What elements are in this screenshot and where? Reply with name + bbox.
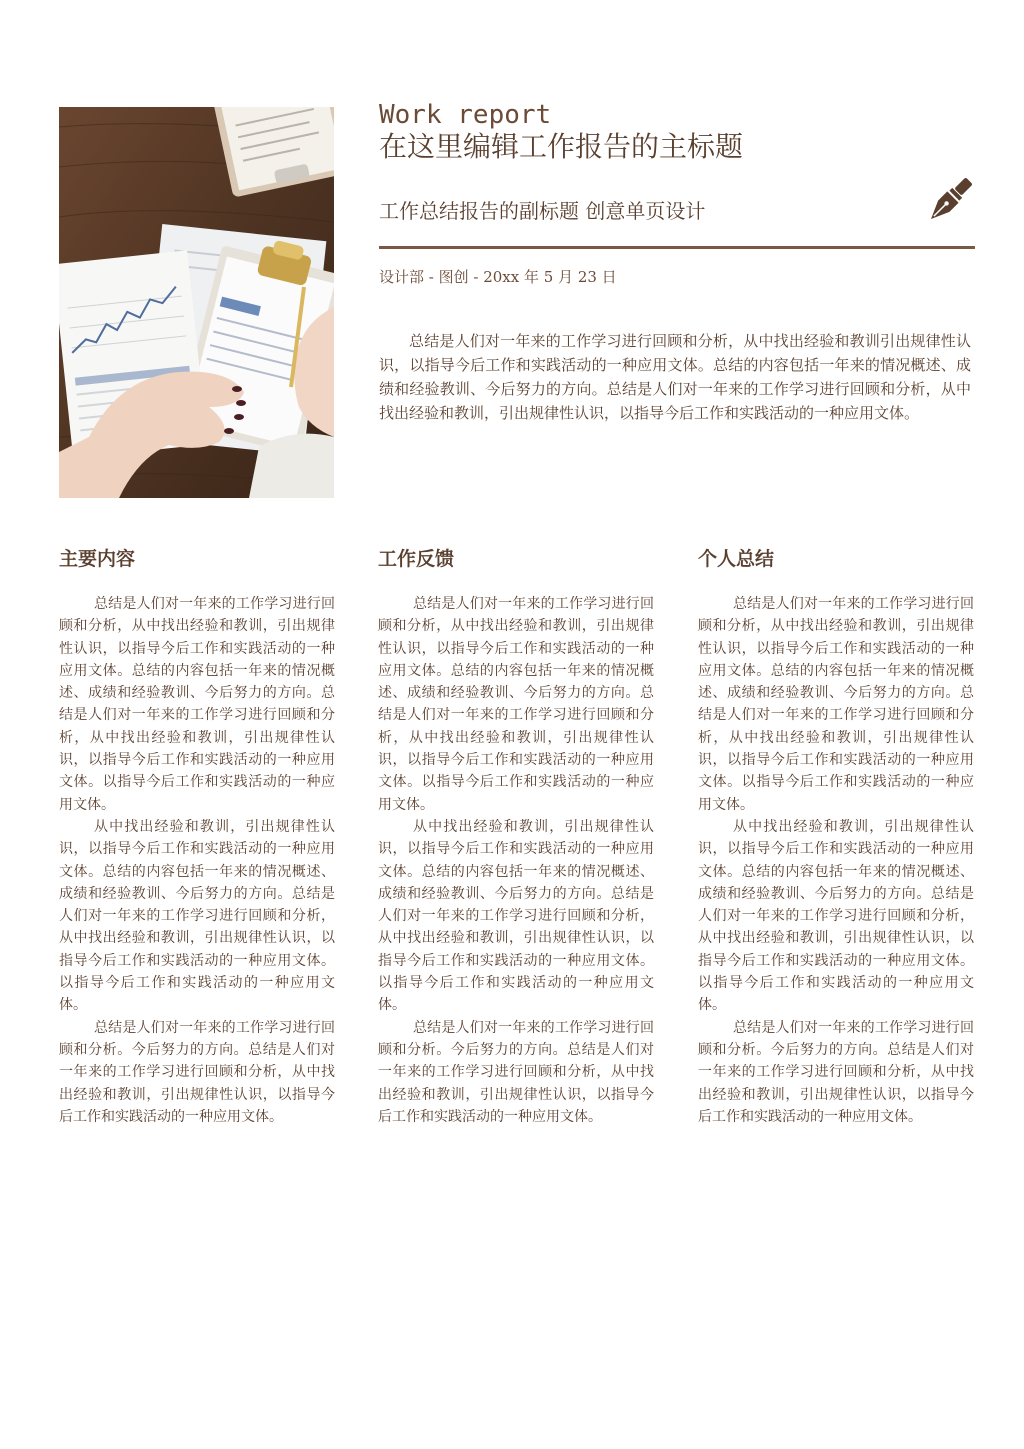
column-paragraph: 总结是人们对一年来的工作学习进行回顾和分析，从中找出经验和教训，引出规律性认识，以指导今后工作和实践活动的一种应用文体。总结的内容包括一年来的情况概述、成绩和经验教训、今后努力的方向。总结是人们对一年来的工作学习进行回顾和分析，从中找出经验和教训，引出规律性认识，以指导今后工作和实践活动的一种应用文体。以指导今后工作和实践活动的一种应用文体。: [59, 596, 335, 813]
column-paragraph: 总结是人们对一年来的工作学习进行回顾和分析。今后努力的方向。总结是人们对一年来的工作学习进行回顾和分析，从中找出经验和教训，引出规律性认识，以指导今后工作和实践活动的一种应用文体。: [698, 1019, 974, 1125]
page-title: 在这里编辑工作报告的主标题: [379, 130, 744, 163]
intro-paragraph: 总结是人们对一年来的工作学习进行回顾和分析，从中找出经验和教训引出规律性认识，以指导今后工作和实践活动的一种应用文体。总结的内容包括一年来的情况概述、成绩和经验教训、今后努力的方向。总结是人们对一年来的工作学习进行回顾和分析，从中找出经验和教训，引出规律性认识，以指导今后工作和实践活动的一种应用文体。: [379, 332, 971, 422]
desk-documents-illustration: [59, 107, 334, 498]
column-work-feedback: [378, 545, 654, 1128]
column-paragraph: 总结是人们对一年来的工作学习进行回顾和分析，从中找出经验和教训，引出规律性认识，以指导今后工作和实践活动的一种应用文体。总结的内容包括一年来的情况概述、成绩和经验教训、今后努力的方向。总结是人们对一年来的工作学习进行回顾和分析，从中找出经验和教训，引出规律性认识，以指导今后工作和实践活动的一种应用文体。以指导今后工作和实践活动的一种应用文体。: [378, 596, 654, 813]
column-personal-summary: [698, 545, 974, 1128]
header-photo: [59, 107, 334, 498]
author-date-line: 设计部 - 图创 - 20xx 年 5 月 23 日: [379, 268, 617, 286]
report-header: [379, 100, 976, 422]
column-paragraph: 从中找出经验和教训，引出规律性认识，以指导今后工作和实践活动的一种应用文体。总结的内容包括一年来的情况概述、成绩和经验教训、今后努力的方向。总结是人们对一年来的工作学习进行回顾和分析，从中找出经验和教训，引出规律性认识，以指导今后工作和实践活动的一种应用文体。以指导今后工作和实践活动的一种应用文体。: [698, 818, 974, 1014]
fountain-pen-icon: [920, 174, 976, 230]
column-paragraph: 从中找出经验和教训，引出规律性认识，以指导今后工作和实践活动的一种应用文体。总结的内容包括一年来的情况概述、成绩和经验教训、今后努力的方向。总结是人们对一年来的工作学习进行回顾和分析，从中找出经验和教训，引出规律性认识，以指导今后工作和实践活动的一种应用文体。以指导今后工作和实践活动的一种应用文体。: [378, 818, 654, 1014]
column-title: 个人总结: [698, 548, 775, 570]
page-subtitle: 工作总结报告的副标题 创意单页设计: [379, 199, 706, 223]
column-paragraph: 总结是人们对一年来的工作学习进行回顾和分析。今后努力的方向。总结是人们对一年来的工作学习进行回顾和分析，从中找出经验和教训，引出规律性认识，以指导今后工作和实践活动的一种应用文体。: [59, 1019, 335, 1125]
column-paragraph: 从中找出经验和教训，引出规律性认识，以指导今后工作和实践活动的一种应用文体。总结的内容包括一年来的情况概述、成绩和经验教训、今后努力的方向。总结是人们对一年来的工作学习进行回顾和分析，从中找出经验和教训，引出规律性认识，以指导今后工作和实践活动的一种应用文体。以指导今后工作和实践活动的一种应用文体。: [59, 818, 335, 1014]
column-paragraph: 总结是人们对一年来的工作学习进行回顾和分析，从中找出经验和教训，引出规律性认识，以指导今后工作和实践活动的一种应用文体。总结的内容包括一年来的情况概述、成绩和经验教训、今后努力的方向。总结是人们对一年来的工作学习进行回顾和分析，从中找出经验和教训，引出规律性认识，以指导今后工作和实践活动的一种应用文体。以指导今后工作和实践活动的一种应用文体。: [698, 596, 974, 813]
eyebrow-label: Work report: [379, 100, 552, 130]
column-main-content: [59, 545, 335, 1128]
column-title: 主要内容: [59, 548, 136, 570]
header-divider: [379, 246, 975, 249]
column-paragraph: 总结是人们对一年来的工作学习进行回顾和分析。今后努力的方向。总结是人们对一年来的工作学习进行回顾和分析，从中找出经验和教训，引出规律性认识，以指导今后工作和实践活动的一种应用文体。: [378, 1019, 654, 1125]
column-title: 工作反馈: [378, 548, 455, 570]
